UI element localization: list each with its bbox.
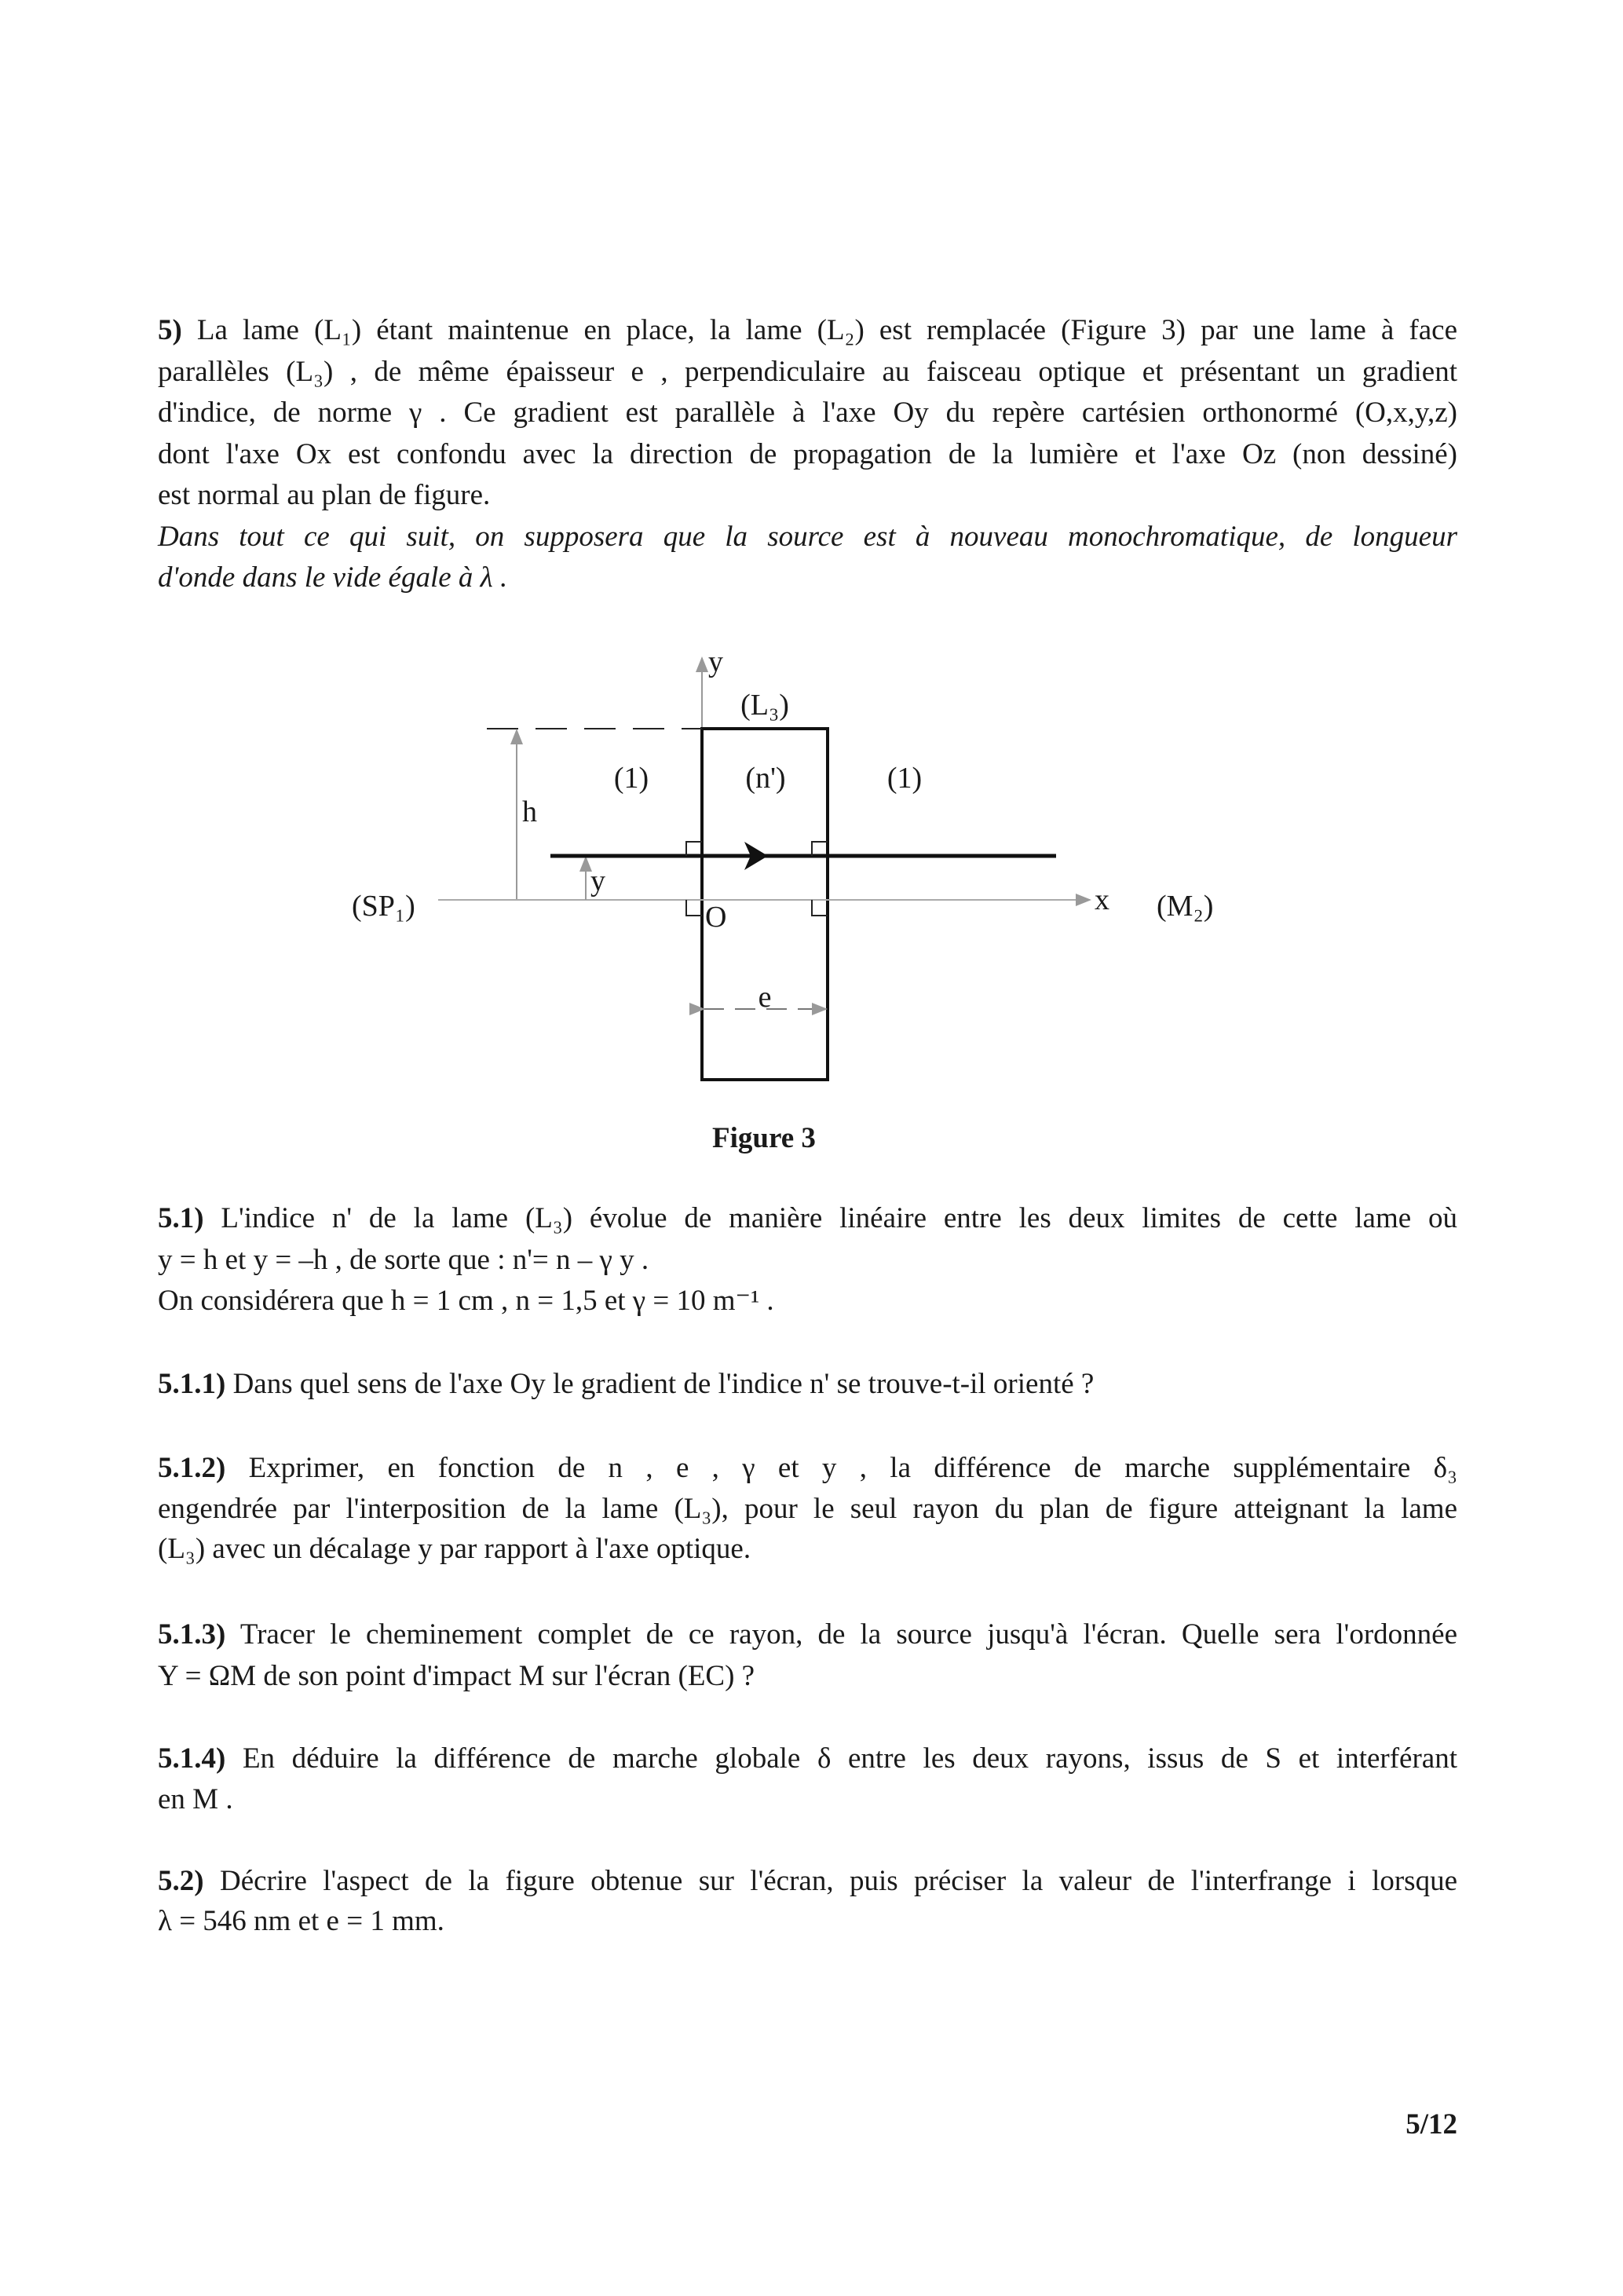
text: La lame (L₁) étant maintenue en place, la lame (L₂) est remplacée (Figure 3) par une lame à face — [196, 314, 1458, 346]
figure-caption: Figure 3 — [712, 1122, 816, 1154]
q512-number: 5.1.2) — [158, 1452, 226, 1484]
source-label: (SP₁) — [352, 890, 415, 923]
q512-line-3: (L₃) avec un décalage y par rapport à l'axe optique. — [158, 1533, 751, 1565]
q52-number: 5.2) — [158, 1865, 204, 1897]
q514-number: 5.1.4) — [158, 1742, 226, 1775]
y-offset-label: y — [590, 865, 605, 898]
q5-line-4: dont l'axe Ox est confondu avec la direction de propagation de la lumière et l'axe Oz (non dessiné) — [158, 438, 1457, 470]
q513-number: 5.1.3) — [158, 1618, 226, 1651]
q5-number: 5) — [158, 314, 182, 346]
q513-line-2: Y = ΩM de son point d'impact M sur l'écran (EC) ? — [158, 1660, 755, 1692]
q51-line-3: On considérera que h = 1 cm , n = 1,5 et γ = 10 m⁻¹ . — [158, 1285, 774, 1317]
plate-label: (L₃) — [740, 689, 789, 722]
q5-line-2: parallèles (L₃) , de même épaisseur e , perpendiculaire au faisceau optique et présentant un gradient — [158, 356, 1457, 388]
q5-italic-1: Dans tout ce qui suit, on supposera que la source est à nouveau monochromatique, de longueur — [158, 521, 1457, 553]
text: Exprimer, en fonction de n , e , γ et y , la différence de marche supplémentaire δ₃ — [248, 1452, 1457, 1484]
thickness-label: e — [758, 981, 772, 1014]
q514-line-1 — [158, 1742, 1457, 1776]
text: Tracer le cheminement complet de ce rayon, de la source jusqu'à l'écran. Quelle sera l'ordonnée — [239, 1618, 1457, 1651]
text: Décrire l'aspect de la figure obtenue sur l'écran, puis préciser la valeur de l'interfrange i lorsque — [219, 1865, 1457, 1897]
q511 — [158, 1367, 1457, 1402]
y-axis-label: y — [708, 645, 723, 678]
q51-line-1 — [158, 1201, 1457, 1236]
text: L'indice n' de la lame (L₃) évolue de manière linéaire entre les deux limites de cette lame où — [221, 1202, 1458, 1234]
q52-line-2: λ = 546 nm et e = 1 mm. — [158, 1905, 444, 1937]
q514-line-2: en M . — [158, 1783, 233, 1815]
mirror-label: (M₂) — [1157, 890, 1214, 923]
page-number: 5/12 — [1406, 2108, 1457, 2141]
medium-right-label: (1) — [886, 762, 923, 795]
q52-line-1 — [158, 1864, 1457, 1899]
q5-line-3: d'indice, de norme γ . Ce gradient est parallèle à l'axe Oy du repère cartésien orthonormé (O,x,y,z) — [158, 397, 1457, 429]
h-label: h — [522, 795, 537, 828]
q512-line-2: engendrée par l'interposition de la lame (L₃), pour le seul rayon du plan de figure atteignant la lame — [158, 1493, 1457, 1525]
q513-line-1 — [158, 1618, 1457, 1652]
medium-plate-label: (n') — [745, 762, 786, 795]
q5-italic-2: d'onde dans le vide égale à λ . — [158, 561, 508, 594]
x-axis-label: x — [1095, 883, 1109, 916]
q5-line-5: est normal au plan de figure. — [158, 479, 491, 511]
q512-line-1 — [158, 1451, 1457, 1486]
q51-line-2: y = h et y = –h , de sorte que : n'= n – γ y . — [158, 1244, 649, 1276]
origin-label: O — [705, 901, 727, 934]
q51-number: 5.1) — [158, 1202, 204, 1234]
medium-left-label: (1) — [613, 762, 649, 795]
text: En déduire la différence de marche globale δ entre les deux rayons, issus de S et interférant — [242, 1742, 1458, 1775]
q511-number: 5.1.1) — [158, 1368, 226, 1400]
text: Dans quel sens de l'axe Oy le gradient de l'indice n' se trouve-t-il orienté ? — [232, 1368, 1095, 1400]
